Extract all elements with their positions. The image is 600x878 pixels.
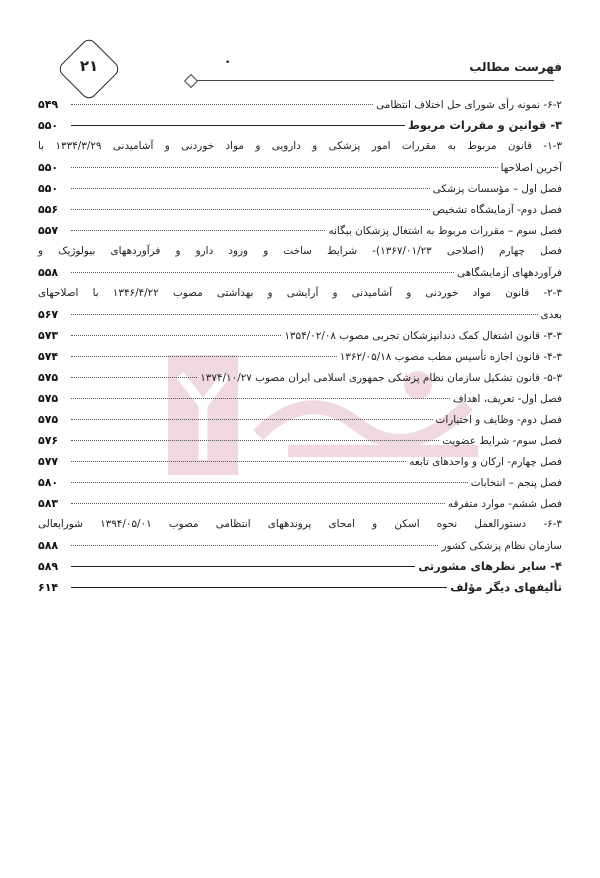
toc-dot-leader	[71, 461, 406, 462]
toc-entry	[38, 241, 562, 262]
toc-entry-title: فصل چهارم (اصلاحی ۱۳۶۷/۰۱/۲۳)- شرایط ساخت و ورود دارو و فرآوردههای بیولوژیک و	[38, 245, 562, 257]
toc-entry-page: ۵۵۰	[38, 119, 59, 132]
toc-entry-page: ۵۴۹	[38, 98, 59, 111]
toc-entry-page: ۵۷۳	[38, 329, 59, 342]
toc-entry	[38, 451, 562, 472]
toc-entry	[38, 115, 562, 136]
toc-entry-title: ۳-۳- قانون اشتغال کمک دندانپزشکان تجربی مصوب ۱۳۵۴/۰۲/۰۸	[284, 330, 562, 342]
toc-entry	[38, 346, 562, 367]
toc-entry-page: ۵۷۵	[38, 371, 59, 384]
toc-entry-title: ۱-۳- قانون مربوط به مقررات امور پزشکی و دارویی و مواد خوردنی و آشامیدنی ۱۳۳۴/۳/۲۹ با	[38, 140, 562, 152]
toc-dot-leader	[71, 167, 498, 168]
toc-entry-title: فصل دوم- وظایف و اختیارات	[435, 414, 562, 426]
toc-entry-page: ۵۸۹	[38, 560, 59, 573]
toc-dot-leader	[71, 482, 468, 483]
toc-entry-title: فصل سوم – مقررات مربوط به اشتغال پزشکان بیگانه	[328, 225, 562, 237]
toc-entry-page: ۵۷۴	[38, 350, 59, 363]
toc-entry-page: ۵۷۶	[38, 434, 59, 447]
header-diamond-ornament	[184, 74, 198, 88]
toc-entry	[38, 514, 562, 535]
toc-entry	[38, 409, 562, 430]
toc-entry	[38, 367, 562, 388]
toc-entry	[38, 304, 562, 325]
table-of-contents	[38, 94, 562, 598]
page-number: ۲۱	[79, 57, 99, 75]
toc-entry	[38, 220, 562, 241]
toc-entry-title: بعدی	[540, 309, 562, 321]
toc-entry	[38, 325, 562, 346]
toc-entry-title: سازمان نظام پزشکی کشور	[441, 540, 562, 552]
toc-dot-leader	[71, 104, 373, 105]
toc-dot-leader	[71, 314, 538, 315]
toc-entry-page: ۵۷۵	[38, 392, 59, 405]
header-bullet-mark: •	[225, 58, 231, 68]
toc-entry	[38, 136, 562, 157]
toc-entry-page: ۵۷۵	[38, 413, 59, 426]
toc-entry-page: ۵۸۸	[38, 539, 59, 552]
toc-dot-leader	[71, 587, 447, 588]
toc-entry-title: ۵-۳- قانون تشکیل سازمان نظام پزشکی جمهوری اسلامی ایران مصوب ۱۳۷۴/۱۰/۲۷	[200, 372, 562, 384]
page-header-title: فهرست مطالب	[469, 60, 562, 74]
toc-entry-title: ۲-۳- قانون مواد خوردنی و آشامیدنی و آرایشی و بهداشتی مصوب ۱۳۴۶/۴/۲۲ با اصلاحهای	[38, 287, 562, 299]
toc-entry	[38, 472, 562, 493]
toc-dot-leader	[71, 419, 433, 420]
toc-entry	[38, 430, 562, 451]
toc-dot-leader	[71, 398, 450, 399]
toc-entry-page: ۵۵۷	[38, 224, 59, 237]
toc-dot-leader	[71, 188, 430, 189]
toc-entry-title: ۶-۲- نمونه رأی شورای حل اختلاف انتظامی	[376, 99, 562, 111]
toc-entry-page: ۵۶۷	[38, 308, 59, 321]
toc-dot-leader	[71, 230, 325, 231]
toc-entry-page: ۵۵۶	[38, 203, 59, 216]
toc-entry-title: ۴-۳- قانون اجازه تأسیس مطب مصوب ۱۳۶۲/۰۵/۱۸	[339, 351, 562, 363]
toc-entry-title: ۶-۳- دستورالعمل نحوه اسکن و امحای پروندههای انتظامی مصوب ۱۳۹۴/۰۵/۰۱ شورایعالی	[38, 518, 562, 530]
toc-entry	[38, 388, 562, 409]
toc-entry-title: فصل اول – مؤسسات پزشکی	[432, 183, 562, 195]
toc-entry-page: ۵۸۰	[38, 476, 59, 489]
toc-entry-title: فرآوردههای آزمایشگاهی	[457, 267, 562, 279]
toc-entry-title: فصل اول- تعریف، اهداف	[452, 393, 562, 405]
toc-dot-leader	[71, 209, 430, 210]
toc-entry	[38, 178, 562, 199]
toc-entry	[38, 556, 562, 577]
toc-entry-title: تألیفهای دیگر مؤلف	[450, 580, 562, 594]
toc-dot-leader	[71, 335, 281, 336]
toc-entry	[38, 535, 562, 556]
toc-entry	[38, 283, 562, 304]
toc-entry-title: فصل سوم- شرایط عضویت	[442, 435, 562, 447]
toc-dot-leader	[71, 545, 438, 546]
toc-entry-title: آخرین اصلاحها	[500, 162, 562, 174]
toc-entry-page: ۵۵۰	[38, 161, 59, 174]
toc-entry-page: ۵۷۷	[38, 455, 59, 468]
toc-entry-title: فصل چهارم- ارکان و واحدهای تابعه	[409, 456, 562, 468]
toc-dot-leader	[71, 272, 454, 273]
toc-dot-leader	[71, 377, 197, 378]
toc-entry-page: ۶۱۴	[38, 581, 59, 594]
toc-entry	[38, 493, 562, 514]
toc-dot-leader	[71, 566, 415, 567]
header-rule	[192, 80, 554, 81]
toc-entry	[38, 262, 562, 283]
toc-dot-leader	[71, 440, 439, 441]
toc-dot-leader	[71, 503, 445, 504]
toc-entry-page: ۵۵۰	[38, 182, 59, 195]
toc-entry-title: فصل ششم- موارد متفرقه	[447, 498, 562, 510]
toc-dot-leader	[71, 125, 405, 126]
toc-entry-title: ۴- سایر نظرهای مشورتی	[418, 559, 562, 573]
toc-entry-title: فصل پنجم – انتخابات	[470, 477, 562, 489]
toc-entry	[38, 94, 562, 115]
toc-entry-page: ۵۸۳	[38, 497, 59, 510]
toc-dot-leader	[71, 356, 337, 357]
toc-entry-page: ۵۵۸	[38, 266, 59, 279]
toc-entry	[38, 199, 562, 220]
toc-entry-title: ۳- قوانین و مقررات مربوط	[408, 118, 562, 132]
toc-entry-title: فصل دوم- آزمایشگاه تشخیص	[432, 204, 562, 216]
toc-entry	[38, 157, 562, 178]
toc-entry	[38, 577, 562, 598]
